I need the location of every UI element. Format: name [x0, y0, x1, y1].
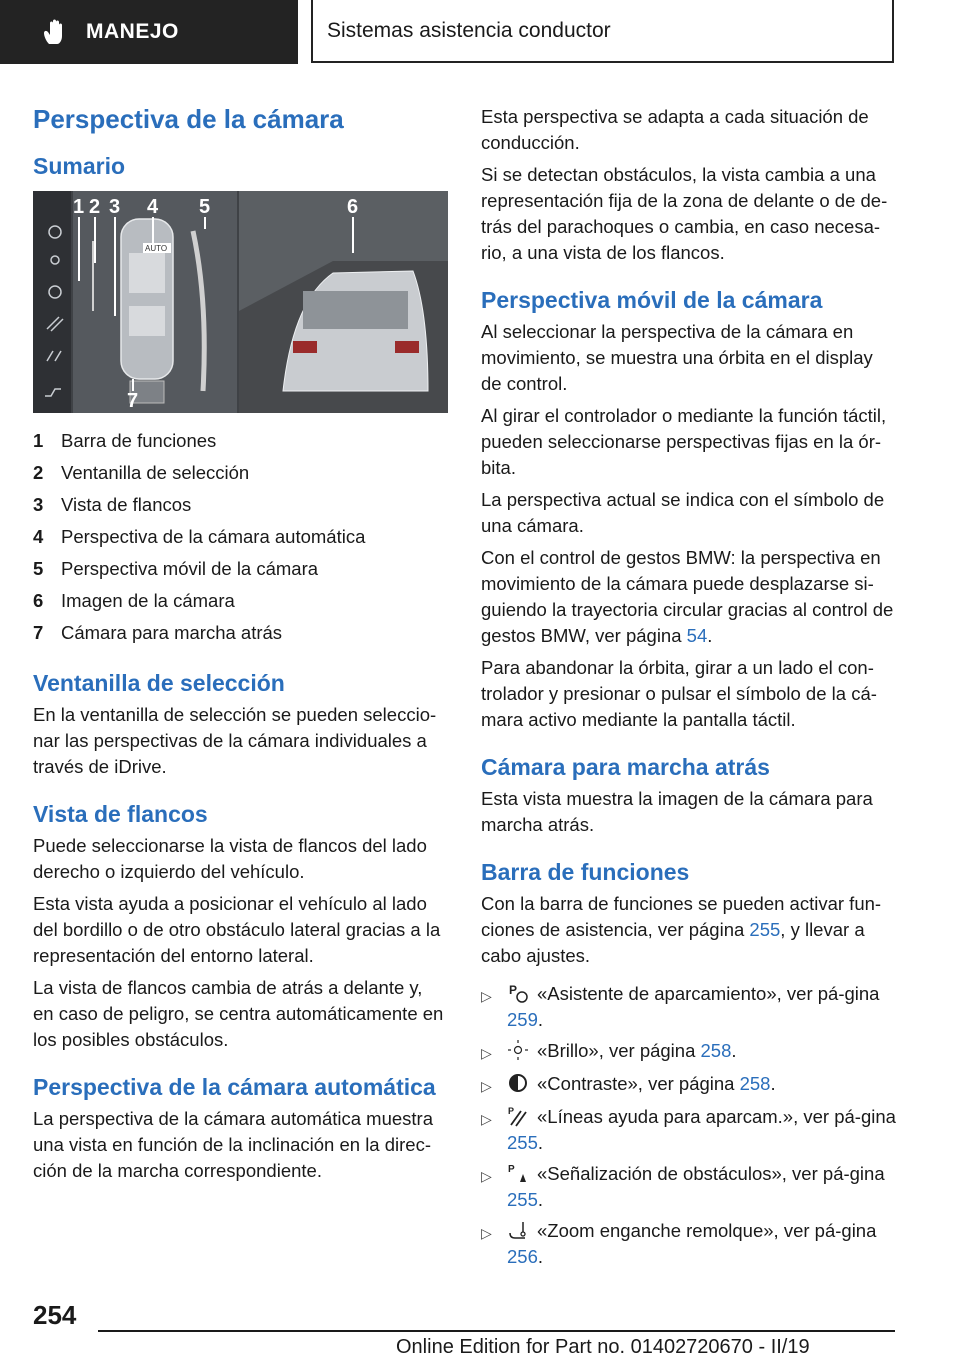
hand-icon [40, 17, 70, 47]
brightness-icon [507, 1039, 529, 1061]
movil-text-5: Para abandonar la órbita, girar a un lado el con-trolador y presionar o pulsar el símbolo de la cá-mara activo mediante la pantalla táctil. [481, 657, 877, 730]
bullet-triangle-icon: ▷ [481, 1045, 492, 1061]
chapter-header [311, 0, 894, 63]
page-link[interactable]: 255 [507, 1132, 538, 1153]
movil-text-3: La perspectiva actual se indica con el símbolo de una cámara. [481, 489, 885, 536]
legend-item: 2 Ventanilla de selección [33, 462, 250, 483]
callout-3: 3 [109, 196, 121, 218]
barra-heading: Barra de funciones [481, 859, 690, 885]
camera-view-illustration [33, 191, 448, 413]
trailer-zoom-icon [507, 1219, 529, 1241]
bullet-triangle-icon: ▷ [481, 988, 492, 1004]
page-link[interactable]: 255 [749, 919, 781, 940]
automatica-text-2: Esta perspectiva se adapta a cada situación de conducción. [481, 106, 869, 153]
automatica-heading: Perspectiva de la cámara automática [33, 1074, 436, 1100]
marcha-atras-heading: Cámara para marcha atrás [481, 754, 770, 780]
figure-legend [33, 425, 448, 649]
left-column [33, 98, 448, 1184]
page-link[interactable]: 258 [739, 1073, 771, 1094]
bullet-triangle-icon: ▷ [481, 1078, 492, 1094]
flancos-text-1: Puede seleccionarse la vista de flancos del lado derecho o izquierdo del vehículo. [33, 835, 427, 882]
list-item: ▷ P «Líneas ayuda para aparcam.», ver pá-gina 255. [481, 1104, 896, 1156]
automatica-text-3: Si se detectan obstáculos, la vista cambia a una representación fija de la zona de delante o de de-trás del parachoques o cambia, en caso necesa-rio, a una vista de los flancos. [481, 164, 888, 263]
barra-intro: Con la barra de funciones se pueden activar fun-ciones de asistencia, ver página 255, y llevar a cabo ajustes. [481, 893, 882, 966]
legend-item: 1 Barra de funciones [33, 430, 217, 451]
auto-badge: AUTO [145, 244, 168, 253]
bullet-triangle-icon: ▷ [481, 1168, 492, 1184]
flancos-text-2: Esta vista ayuda a posicionar el vehículo al lado del bordillo o de otro obstáculo lateral gracias a la representación del entorno lateral. [33, 893, 441, 966]
parking-lines-icon [507, 1105, 529, 1127]
legend-item: 4 Perspectiva de la cámara automática [33, 526, 366, 547]
page-number: 254 [33, 1300, 77, 1330]
page-link[interactable]: 54 [686, 625, 708, 646]
function-list [481, 981, 896, 1270]
callout-7: 7 [127, 390, 139, 412]
page-link[interactable]: 258 [700, 1040, 732, 1061]
svg-text:P: P [508, 1164, 515, 1175]
page-link[interactable]: 259 [507, 1009, 538, 1030]
camera-display-graphic [33, 191, 448, 413]
ventanilla-heading: Ventanilla de selección [33, 670, 285, 696]
page-title: Perspectiva de la cámara [33, 104, 344, 134]
legend-item: 3 Vista de flancos [33, 494, 192, 515]
obstacle-marking-icon [507, 1162, 529, 1184]
list-item: ▷ P «Asistente de aparcamiento», ver pá-gina 259. [481, 981, 896, 1033]
bullet-triangle-icon: ▷ [481, 1225, 492, 1241]
callout-1: 1 [73, 196, 85, 218]
header-section-tab [0, 0, 298, 64]
ventanilla-text: En la ventanilla de selección se pueden seleccio-nar las perspectivas de la cámara individuales a través de iDrive. [33, 704, 437, 777]
contrast-icon [507, 1072, 529, 1094]
callout-5: 5 [199, 196, 211, 218]
page-link[interactable]: 255 [507, 1189, 538, 1210]
svg-text:P: P [508, 1106, 515, 1116]
footer-divider [98, 1330, 895, 1332]
flancos-text-3: La vista de flancos cambia de atrás a delante y, en caso de peligro, se centra automáticamente en los posibles obstáculos. [33, 977, 444, 1050]
callout-6: 6 [347, 196, 359, 218]
callout-4: 4 [147, 196, 159, 218]
function-bar [33, 191, 71, 413]
right-column [481, 104, 896, 1275]
svg-text:P: P [509, 983, 518, 997]
bullet-triangle-icon: ▷ [481, 1111, 492, 1127]
movil-text-2: Al girar el controlador o mediante la función táctil, pueden seleccionarse perspectivas fijas en la ór-bita. [481, 405, 887, 478]
flancos-heading: Vista de flancos [33, 801, 208, 827]
edition-note: Online Edition for Part no. 01402720670 - II/19 [396, 1336, 810, 1358]
list-item: ▷ «Contraste», ver página 258. [481, 1071, 896, 1099]
legend-item: 7 Cámara para marcha atrás [33, 622, 283, 643]
list-item: ▷ «Brillo», ver página 258. [481, 1038, 896, 1066]
parking-assistant-icon [507, 982, 529, 1004]
section-title: MANEJO [86, 20, 179, 43]
marcha-atras-text: Esta vista muestra la imagen de la cámara para marcha atrás. [481, 788, 873, 835]
legend-item: 6 Imagen de la cámara [33, 590, 235, 611]
movil-text-4: Con el control de gestos BMW: la perspectiva en movimiento de la cámara puede desplazarse si-guiendo la trayectoria circular gracias al control de gestos BMW, ver página 54. [481, 547, 894, 646]
chapter-title: Sistemas asistencia conductor [327, 18, 611, 42]
sumario-heading: Sumario [33, 153, 126, 179]
automatica-text: La perspectiva de la cámara automática muestra una vista en función de la inclinación en la direc-ción de la marcha correspondiente. [33, 1108, 434, 1181]
list-item: ▷ «Zoom enganche remolque», ver pá-gina 256. [481, 1218, 896, 1270]
legend-item: 5 Perspectiva móvil de la cámara [33, 558, 319, 579]
movil-text-1: Al seleccionar la perspectiva de la cámara en movimiento, se muestra una órbita en el display de control. [481, 321, 873, 394]
list-item: ▷ P «Señalización de obstáculos», ver pá-gina 255. [481, 1161, 896, 1213]
movil-heading: Perspectiva móvil de la cámara [481, 287, 823, 313]
callout-2: 2 [89, 196, 101, 218]
page-link[interactable]: 256 [507, 1246, 538, 1267]
